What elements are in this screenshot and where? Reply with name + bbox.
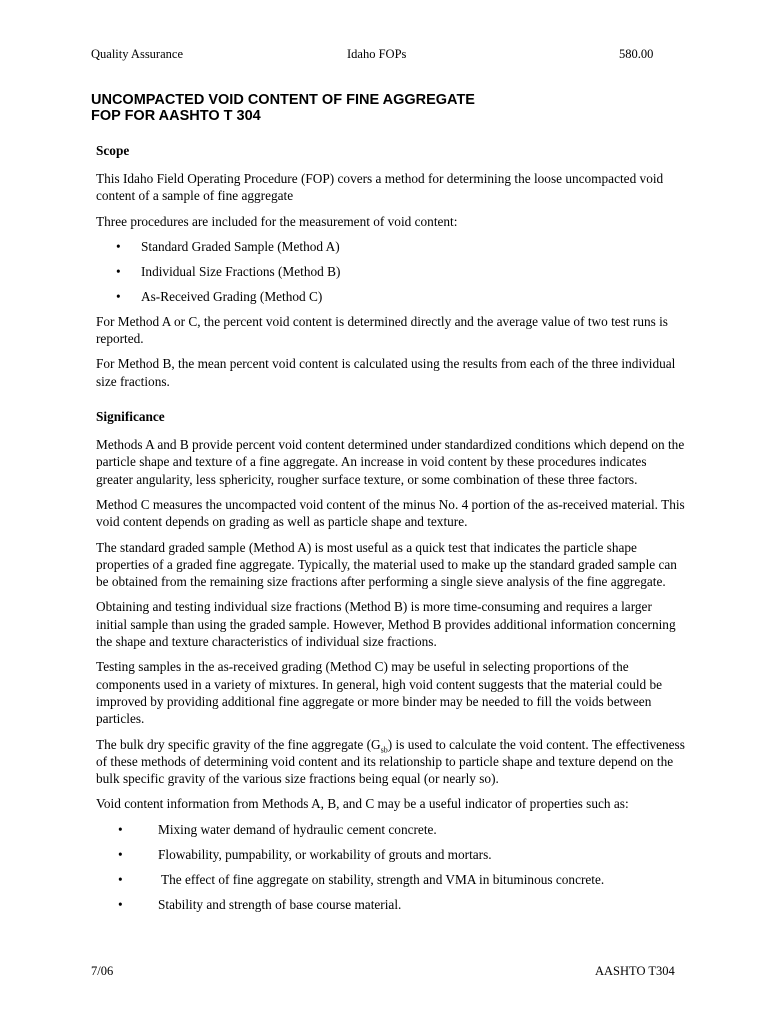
gsb-subscript: sb [380, 745, 388, 755]
bullet-icon: • [118, 846, 123, 862]
list-item [96, 263, 686, 288]
document-body [96, 142, 686, 921]
scope-paragraph-1: This Idaho Field Operating Procedure (FOP) covers a method for determining the loose uncompacted void content of a sample of fine aggregate [96, 171, 664, 204]
method-a-label: Standard Graded Sample (Method A) [141, 238, 340, 254]
bullet-icon: • [118, 871, 123, 887]
list-item [96, 238, 686, 263]
properties-list [96, 821, 686, 921]
significance-paragraph-2: Method C measures the uncompacted void content of the minus No. 4 portion of the as-received material. This void content depends on grading as well as particle shape and texture. [96, 496, 685, 530]
property-label: The effect of fine aggregate on stability, strength and VMA in bituminous concrete. [161, 871, 605, 887]
bullet-icon: • [116, 238, 121, 254]
list-item [96, 871, 686, 896]
gsb-text-after: ) is used to calculate the void content. The effectiveness of these methods of determining void content and its relationship to particle shape and texture depend on the bulk specific gravity of the various size fractions being equal (or nearly so). [96, 736, 685, 787]
footer-date: 7/06 [91, 964, 114, 978]
running-header-page-number: 580.00 [619, 47, 654, 61]
property-label: Flowability, pumpability, or workability of grouts and mortars. [158, 846, 492, 862]
bullet-icon: • [116, 263, 121, 279]
scope-paragraph-4: For Method B, the mean percent void content is calculated using the results from each of the three individual size fractions. [96, 356, 676, 389]
methods-list [96, 238, 686, 313]
running-header-center: Idaho FOPs [347, 47, 407, 61]
scope-paragraph-2: Three procedures are included for the measurement of void content: [96, 213, 458, 229]
significance-paragraph-4: Obtaining and testing individual size fractions (Method B) is more time-consuming and requires a larger initial sample than using the graded sample. However, Method B provides additional information concerning the shape and texture characteristics of individual size fractions. [96, 599, 676, 650]
property-label: Stability and strength of base course material. [158, 896, 402, 912]
method-c-label: As-Received Grading (Method C) [141, 288, 323, 304]
scope-paragraph-3: For Method A or C, the percent void content is determined directly and the average value of two test runs is reported. [96, 313, 668, 347]
list-item [96, 896, 686, 921]
list-item [96, 821, 686, 846]
significance-paragraph-6 [96, 736, 686, 788]
bullet-icon: • [116, 288, 121, 304]
scope-heading: Scope [96, 143, 130, 158]
list-item [96, 846, 686, 871]
gsb-text-before: The bulk dry specific gravity of the fine aggregate (G [96, 736, 381, 752]
significance-heading: Significance [96, 409, 165, 425]
title-line-2: FOP FOR AASHTO T 304 [91, 108, 261, 124]
title-line-1: UNCOMPACTED VOID CONTENT OF FINE AGGREGATE [91, 92, 475, 108]
footer-standard-id: AASHTO T304 [595, 964, 675, 978]
list-item [96, 288, 686, 313]
significance-paragraph-7: Void content information from Methods A, B, and C may be a useful indicator of properties such as: [96, 796, 629, 812]
bullet-icon: • [118, 821, 123, 837]
significance-paragraph-1: Methods A and B provide percent void content determined under standardized conditions which depend on the particle shape and texture of a fine aggregate. An increase in void content by these procedures indicates greater angularity, less sphericity, rougher surface texture, or some combination of these three factors. [96, 437, 685, 487]
property-label: Mixing water demand of hydraulic cement concrete. [158, 821, 437, 837]
document-title [91, 92, 475, 124]
method-b-label: Individual Size Fractions (Method B) [141, 263, 341, 279]
significance-paragraph-3: The standard graded sample (Method A) is most useful as a quick test that indicates the particle shape properties of a graded fine aggregate. Typically, the material used to make up the standard graded sample can be obtained from the remaining size fractions after performing a single sieve analysis of the fine aggregate. [96, 539, 677, 590]
bullet-icon: • [118, 896, 123, 912]
running-header-left: Quality Assurance [91, 47, 183, 61]
significance-paragraph-5: Testing samples in the as-received grading (Method C) may be useful in selecting proportions of the components used in a variety of mixtures. In general, high void content suggests that the material could be improved by providing additional fine aggregate or more binder may be needed to fill the voids between particles. [96, 659, 663, 727]
